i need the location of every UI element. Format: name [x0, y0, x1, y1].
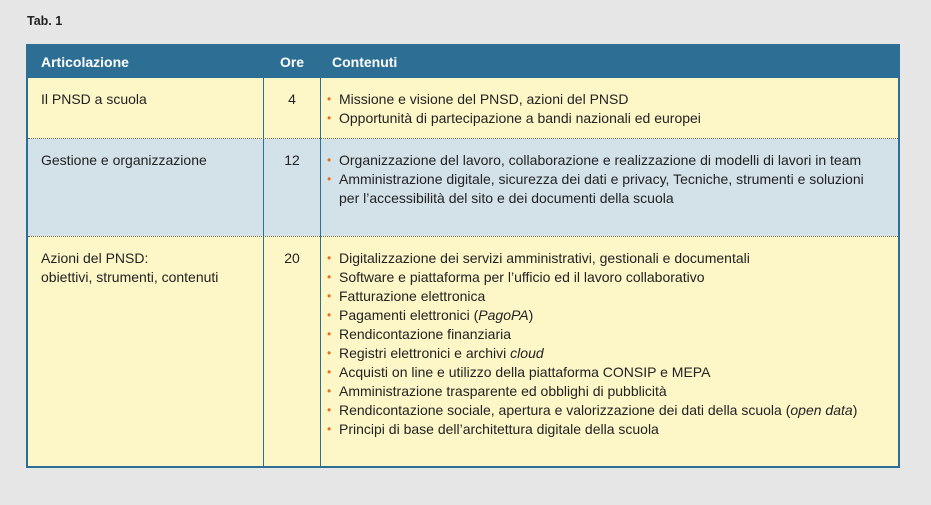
list-item: • Principi di base dell’architettura digitale della scuola	[324, 420, 872, 439]
list-item: • Missione e visione del PNSD, azioni del PNSD	[324, 90, 872, 109]
list-item: • Opportunità di partecipazione a bandi nazionali ed europei	[324, 109, 872, 128]
articolazione-cell: Gestione e organizzazione	[41, 152, 207, 168]
ore-cell: 20	[284, 250, 300, 266]
item-italic-text: PagoPA	[478, 307, 529, 323]
list-item: • Digitalizzazione dei servizi amministrativi, gestionali e documentali	[324, 249, 872, 268]
list-item: • Amministrazione digitale, sicurezza dei dati e privacy, Tecniche, strumenti e soluzioni per l’accessibilità del sito e dei documenti della scuola	[324, 170, 872, 208]
item-italic-text: open data	[790, 402, 853, 418]
table-row	[28, 139, 898, 236]
contenuti-list	[324, 90, 872, 128]
list-item: • Organizzazione del lavoro, collaborazione e realizzazione di modelli di lavori in team	[324, 151, 872, 170]
contenuti-list	[324, 249, 872, 439]
table-row	[28, 78, 898, 138]
articolazione-line: Azioni del PNSD:	[41, 250, 149, 266]
header-articolazione: Articolazione	[41, 54, 129, 70]
item-text: Pagamenti elettronici (	[339, 307, 479, 323]
header-ore: Ore	[279, 54, 305, 70]
list-item	[324, 344, 872, 363]
item-text: Rendicontazione sociale, apertura e valorizzazione dei dati della scuola (	[339, 402, 791, 418]
item-text: Registri elettronici e archivi	[339, 345, 511, 361]
table-row	[28, 237, 898, 466]
column-divider	[320, 46, 321, 466]
list-item: • Acquisti on line e utilizzo della piattaforma CONSIP e MEPA	[324, 363, 872, 382]
item-italic-text: cloud	[510, 345, 544, 361]
list-item	[324, 401, 872, 420]
ore-cell: 12	[284, 152, 300, 168]
list-item: • Rendicontazione finanziaria	[324, 325, 872, 344]
list-item: • Fatturazione elettronica	[324, 287, 872, 306]
list-item: • Amministrazione trasparente ed obblighi di pubblicità	[324, 382, 872, 401]
course-table	[26, 44, 900, 468]
table-caption: Tab. 1	[27, 14, 63, 28]
item-text: )	[852, 402, 858, 418]
ore-cell: 4	[288, 91, 296, 107]
articolazione-line: obiettivi, strumenti, contenuti	[41, 269, 219, 285]
table-header	[28, 46, 898, 78]
column-divider	[263, 46, 264, 466]
header-contenuti: Contenuti	[332, 54, 398, 70]
item-text: )	[528, 307, 534, 323]
list-item: • Software e piattaforma per l’ufficio ed il lavoro collaborativo	[324, 268, 872, 287]
articolazione-cell: Il PNSD a scuola	[41, 91, 147, 107]
articolazione-cell	[41, 249, 256, 287]
contenuti-list	[324, 151, 872, 208]
list-item	[324, 306, 872, 325]
